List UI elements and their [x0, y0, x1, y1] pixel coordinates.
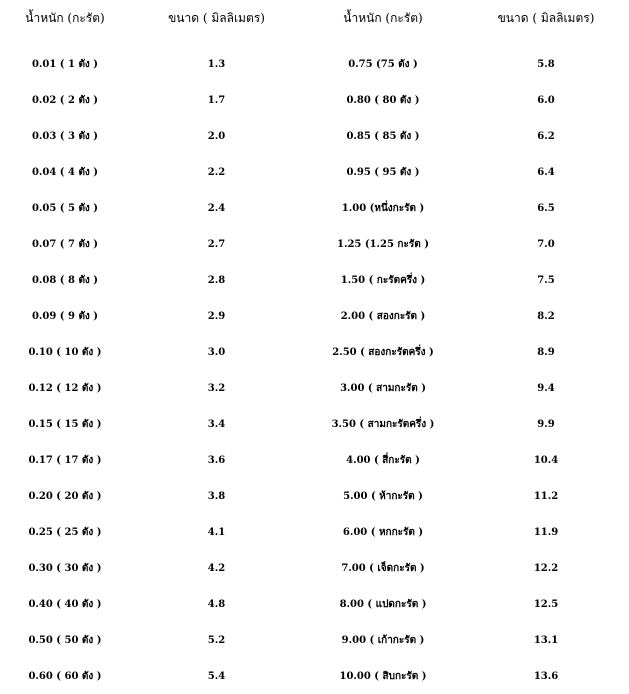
- table-row: [0, 478, 629, 514]
- size-right-cell: 7.0: [537, 238, 555, 250]
- weight-right-cell: 0.95 ( 95 ตัง ): [346, 166, 420, 178]
- weight-left-cell: 0.04 ( 4 ตัง ): [31, 166, 99, 178]
- size-left-cell: 4.2: [207, 562, 226, 574]
- table-row: [0, 406, 629, 442]
- header-spacer: [0, 29, 629, 46]
- weight-right-cell: 1.00 (หนึ่งกะรัต ): [341, 202, 425, 214]
- weight-left-cell: 0.07 ( 7 ตัง ): [31, 238, 99, 250]
- size-right-cell: 11.9: [533, 526, 559, 538]
- header-weight-left: น้ำหนัก (กะรัต): [25, 10, 105, 25]
- weight-left-cell: 0.12 ( 12 ตัง ): [28, 382, 102, 394]
- size-right-cell: 13.6: [533, 670, 559, 682]
- size-left-cell: 2.7: [207, 238, 226, 250]
- weight-left-cell: 0.25 ( 25 ตัง ): [28, 526, 102, 538]
- table-row: [0, 46, 629, 82]
- weight-left-cell: 0.15 ( 15 ตัง ): [28, 418, 102, 430]
- table-body: [0, 46, 629, 694]
- size-left-cell: 2.0: [207, 130, 226, 142]
- weight-right-cell: 0.80 ( 80 ตัง ): [346, 94, 420, 106]
- weight-left-cell: 0.20 ( 20 ตัง ): [28, 490, 102, 502]
- table-row: [0, 226, 629, 262]
- table-row: [0, 550, 629, 586]
- table-row: [0, 118, 629, 154]
- weight-right-cell: 5.00 ( ห้ากะรัต ): [343, 490, 423, 502]
- table-row: [0, 658, 629, 694]
- header-weight-right: น้ำหนัก (กะรัต): [343, 10, 423, 25]
- size-left-cell: 1.3: [207, 58, 226, 70]
- table-row: [0, 298, 629, 334]
- header-size-right: ขนาด ( มิลลิเมตร): [497, 10, 595, 25]
- table-row: [0, 442, 629, 478]
- weight-left-cell: 0.05 ( 5 ตัง ): [31, 202, 99, 214]
- weight-right-cell: 1.25 (1.25 กะรัต ): [337, 238, 429, 250]
- weight-right-cell: 9.00 ( เก้ากะรัต ): [341, 634, 425, 646]
- size-right-cell: 7.5: [537, 274, 555, 286]
- size-left-cell: 3.4: [207, 418, 226, 430]
- size-right-cell: 12.5: [533, 598, 559, 610]
- table-row: [0, 586, 629, 622]
- weight-left-cell: 0.10 ( 10 ตัง ): [28, 346, 102, 358]
- weight-left-cell: 0.60 ( 60 ตัง ): [28, 670, 102, 682]
- size-right-cell: 9.9: [537, 418, 555, 430]
- weight-right-cell: 4.00 ( สี่กะรัต ): [346, 454, 420, 466]
- size-left-cell: 2.8: [207, 274, 226, 286]
- table-row: [0, 514, 629, 550]
- size-right-cell: 6.5: [537, 202, 555, 214]
- size-right-cell: 9.4: [537, 382, 555, 394]
- table-row: [0, 82, 629, 118]
- size-left-cell: 5.4: [207, 670, 226, 682]
- size-right-cell: 6.2: [537, 130, 555, 142]
- table-row: [0, 190, 629, 226]
- weight-right-cell: 2.00 ( สองกะรัต ): [340, 310, 426, 322]
- size-right-cell: 8.2: [537, 310, 555, 322]
- carat-size-table: [0, 7, 629, 694]
- weight-right-cell: 0.75 (75 ตัง ): [348, 58, 418, 70]
- size-left-cell: 3.0: [207, 346, 226, 358]
- table-row: [0, 154, 629, 190]
- size-right-cell: 5.8: [537, 58, 555, 70]
- weight-right-cell: 3.50 ( สามกะรัตครึ่ง ): [331, 418, 435, 430]
- table-row: [0, 334, 629, 370]
- size-left-cell: 1.7: [207, 94, 226, 106]
- size-right-cell: 6.0: [537, 94, 555, 106]
- table-row: [0, 370, 629, 406]
- size-left-cell: 2.9: [207, 310, 226, 322]
- size-left-cell: 3.2: [207, 382, 226, 394]
- size-right-cell: 8.9: [537, 346, 555, 358]
- weight-left-cell: 0.09 ( 9 ตัง ): [31, 310, 99, 322]
- size-right-cell: 10.4: [533, 454, 559, 466]
- weight-left-cell: 0.17 ( 17 ตัง ): [28, 454, 102, 466]
- weight-right-cell: 2.50 ( สองกะรัตครึ่ง ): [332, 346, 434, 358]
- size-right-cell: 12.2: [533, 562, 559, 574]
- header-size-left: ขนาด ( มิลลิเมตร): [168, 10, 265, 25]
- weight-left-cell: 0.50 ( 50 ตัง ): [28, 634, 102, 646]
- weight-left-cell: 0.08 ( 8 ตัง ): [31, 274, 99, 286]
- size-left-cell: 4.1: [207, 526, 226, 538]
- weight-left-cell: 0.03 ( 3 ตัง ): [31, 130, 99, 142]
- size-left-cell: 4.8: [207, 598, 226, 610]
- weight-right-cell: 0.85 ( 85 ตัง ): [346, 130, 420, 142]
- size-right-cell: 11.2: [533, 490, 559, 502]
- weight-right-cell: 10.00 ( สิบกะรัต ): [339, 670, 427, 682]
- table-row: [0, 262, 629, 298]
- weight-left-cell: 0.01 ( 1 ตัง ): [31, 58, 99, 70]
- weight-right-cell: 8.00 ( แปดกะรัต ): [339, 598, 427, 610]
- size-right-cell: 6.4: [537, 166, 555, 178]
- size-left-cell: 2.2: [207, 166, 226, 178]
- weight-right-cell: 7.00 ( เจ็ดกะรัต ): [341, 562, 425, 574]
- size-left-cell: 5.2: [207, 634, 226, 646]
- table-row: [0, 622, 629, 658]
- size-left-cell: 2.4: [207, 202, 226, 214]
- weight-right-cell: 3.00 ( สามกะรัต ): [340, 382, 426, 394]
- weight-left-cell: 0.02 ( 2 ตัง ): [31, 94, 99, 106]
- weight-right-cell: 6.00 ( หกกะรัต ): [342, 526, 424, 538]
- weight-left-cell: 0.40 ( 40 ตัง ): [28, 598, 102, 610]
- size-left-cell: 3.6: [207, 454, 226, 466]
- spacer-cell: [0, 29, 629, 46]
- size-right-cell: 13.1: [533, 634, 559, 646]
- weight-left-cell: 0.30 ( 30 ตัง ): [28, 562, 102, 574]
- header-row: [0, 7, 629, 29]
- weight-right-cell: 1.50 ( กะรัตครึ่ง ): [340, 274, 426, 286]
- size-left-cell: 3.8: [207, 490, 226, 502]
